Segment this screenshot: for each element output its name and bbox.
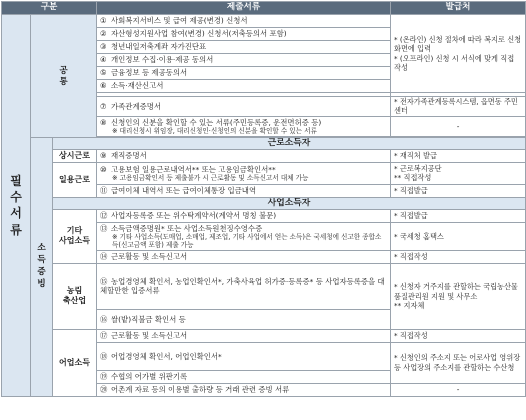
row-number: ⑲	[100, 372, 108, 382]
issuer-text: -	[456, 121, 460, 131]
row-number: ⑦	[100, 101, 107, 111]
mandatory-category-label	[5, 173, 27, 238]
document-cell	[97, 149, 391, 162]
document-cell	[97, 309, 391, 329]
common-category-label	[34, 65, 93, 88]
issuer-cell	[391, 250, 526, 263]
row-number: ⑮	[100, 277, 108, 287]
issuer-cell	[391, 184, 526, 197]
issuer-cell	[391, 162, 526, 184]
issuer-cell	[391, 149, 526, 162]
issuer-cell	[391, 209, 526, 222]
document-cell	[97, 184, 391, 197]
document-cell	[97, 54, 391, 67]
category-char: 통	[59, 75, 68, 86]
document-cell	[97, 209, 391, 222]
document-text: 자산형성지원사업 참여(변경) 신청서(저축등의서 포함)	[111, 29, 287, 39]
document-cell	[97, 162, 391, 184]
document-text: 어업경영체 확인서, 어업인확인서*	[111, 351, 222, 361]
row-number: ⑨	[100, 151, 107, 161]
issuer-text: * 신청자 거주지를 관할하는 국립농산물품질관리원 지원 및 사무소 ** 지자체	[394, 282, 518, 311]
table-row	[2, 263, 526, 309]
table-row	[2, 329, 526, 342]
issuer-text: * 직접작성	[394, 252, 428, 262]
document-text: 농업경영체 확인서, 농업인확인서*, 가축사육업 허가증·등록증* 등 사업자등록증을 대체할만한 입증서류	[100, 277, 385, 296]
issuer-text: * 직접발급	[394, 186, 428, 196]
issuer-text: * 전자가족관계등록시스템, 읍면동 주민센터	[394, 97, 518, 116]
farming-label-text: 농림 축산업	[62, 286, 87, 306]
document-cell	[97, 250, 391, 263]
row-number: ②	[100, 29, 107, 39]
issuer-cell-farming	[391, 263, 526, 329]
farming-label	[53, 263, 97, 329]
document-cell	[97, 116, 391, 136]
common-category-cell	[31, 15, 97, 138]
table-row	[2, 162, 526, 184]
row-number: ③	[100, 42, 107, 52]
document-cell	[97, 342, 391, 370]
other-business-label-text: 기타 사업소득	[59, 226, 90, 246]
document-text: 고용보험 일용근로내역서** 또는 고용임금확인서**	[111, 164, 276, 174]
income-proof-category-cell	[31, 137, 53, 396]
issuer-text: * 국세청 홈택스	[394, 231, 444, 241]
row-number: ⑯	[100, 314, 108, 324]
document-note: ※ 대리신청시 위임장, 대리신청인·신청인의 신분을 확인할 수 있는 서류	[112, 126, 317, 135]
document-text: 사업자등록증 또는 위수탁계약서(계약서 명칭 불문)	[111, 211, 277, 221]
issuer-text: * (온라인) 신청 절차에 따라 복지로 신청 화면에 입력 * (오프라인) 신청 시 서식에 맞게 직접 작성	[394, 34, 522, 72]
document-cell	[97, 67, 391, 80]
document-text: 사회복지서비스 및 급여 제공(변경) 신청서	[111, 16, 248, 26]
category-char: 빙	[37, 278, 46, 289]
other-business-label	[53, 209, 97, 263]
issuer-text: * 직접작성	[394, 331, 428, 341]
document-text: 재직증명서	[111, 151, 147, 161]
document-text: 근로활동 및 소득신고서	[111, 252, 188, 262]
section-band-business-income	[2, 197, 526, 209]
category-char: 서	[10, 206, 22, 221]
table-row	[2, 15, 526, 28]
header-issuer: 발급처	[391, 2, 526, 15]
business-income-band: 사업소득자	[53, 197, 526, 209]
document-cell	[97, 383, 391, 396]
table-row	[2, 209, 526, 222]
category-char: 득	[37, 254, 46, 265]
document-text: 근로활동 및 소득신고서	[111, 331, 188, 341]
row-number: ⑳	[100, 385, 108, 395]
document-cell	[97, 41, 391, 54]
issuer-cell-fishery	[391, 342, 526, 383]
issuer-cell	[391, 222, 526, 250]
earned-income-band: 근로소득자	[53, 137, 526, 149]
document-text: 소득금액증명원* 또는 사업소득원천징수영수증	[111, 223, 263, 233]
category-char: 류	[10, 222, 22, 237]
document-text: 소득·재산신고서	[111, 81, 164, 91]
document-cell	[97, 80, 391, 93]
document-text: 어촌계 자료 등의 이용별 출하량 등 거래 관련 증빙 서류	[111, 385, 290, 395]
row-number: ⑥	[100, 81, 107, 91]
issuer-text: * 직접발급	[394, 211, 428, 221]
issuer-cell	[391, 116, 526, 136]
document-cell	[97, 97, 391, 117]
issuer-text: -	[456, 385, 460, 395]
category-char: 수	[10, 190, 22, 205]
row-number: ⑪	[100, 186, 108, 196]
document-table-wrapper	[1, 1, 525, 419]
mandatory-category-cell	[2, 15, 31, 397]
issuer-text: * 재직처 발급	[394, 151, 437, 161]
row-number: ④	[100, 55, 107, 65]
issuer-text: * 근로복지공단 ** 직접작성	[394, 163, 442, 183]
row-number: ⑭	[100, 252, 108, 262]
document-text: 금융정보 등 제공동의서	[111, 68, 188, 78]
issuer-cell	[391, 97, 526, 117]
section-band-earned-income	[2, 137, 526, 149]
category-char: 필	[10, 174, 22, 189]
row-number: ⑫	[100, 211, 108, 221]
daily-work-label: 일용근로	[53, 162, 97, 197]
category-char: 소	[37, 243, 46, 254]
income-proof-category-label	[34, 243, 49, 291]
document-text: 가족관계증명서	[111, 101, 162, 111]
issuer-cell-online-offline	[391, 15, 526, 93]
document-text: 신청인의 신분을 확인할 수 있는 서류(주민등록증, 운전면허증 등)	[111, 117, 322, 127]
table-header-row	[2, 2, 526, 15]
issuer-cell	[391, 383, 526, 396]
document-cell	[97, 329, 391, 342]
row-number: ⑩	[100, 164, 107, 174]
row-number: ⑰	[100, 331, 108, 341]
issuer-cell	[391, 329, 526, 342]
category-char: 증	[37, 266, 46, 277]
document-note: ※ 기타 사업소득(도매업, 소매업, 제조업, 기타 사업에서 얻는 소득)은 국세청에 신고한 종합소득(신고금액 포함) 제출 가능	[112, 232, 382, 249]
document-cell	[97, 28, 391, 41]
issuer-text: * 신청인의 주소지 또는 어로사업 영위장 등 사업장의 주소지를 관할하는 수산청	[394, 353, 521, 372]
fishery-label: 어업소득	[53, 329, 97, 396]
header-category: 구분	[2, 2, 97, 15]
required-documents-table	[1, 1, 526, 397]
document-note: ※ 고용임금확인서 등 제출불가 시 근로활동 및 소득신고서 대체 가능	[112, 173, 309, 182]
row-number: ⑬	[100, 223, 108, 233]
document-cell	[97, 263, 391, 309]
document-text: 수협의 어가별 위판기록	[111, 372, 188, 382]
document-text: 쌀(밭)직불금 확인서 등	[111, 314, 186, 324]
document-text: 급여이체 내역서 또는 급여이체통장 입금내역	[111, 186, 257, 196]
document-cell	[97, 370, 391, 383]
document-cell	[97, 15, 391, 28]
row-number: ⑤	[100, 68, 107, 78]
row-number: ①	[100, 16, 107, 26]
header-documents: 제출서류	[97, 2, 391, 15]
row-number: ⑧	[100, 117, 107, 127]
document-text: 개인정보 수집·이용·제공 동의서	[111, 55, 214, 65]
regular-work-label: 상시근로	[53, 149, 97, 162]
table-row	[2, 149, 526, 162]
document-cell	[97, 222, 391, 250]
category-char: 공	[59, 64, 68, 75]
row-number: ⑱	[100, 351, 108, 361]
document-text: 청년내일저축계좌 자가진단표	[111, 42, 207, 52]
